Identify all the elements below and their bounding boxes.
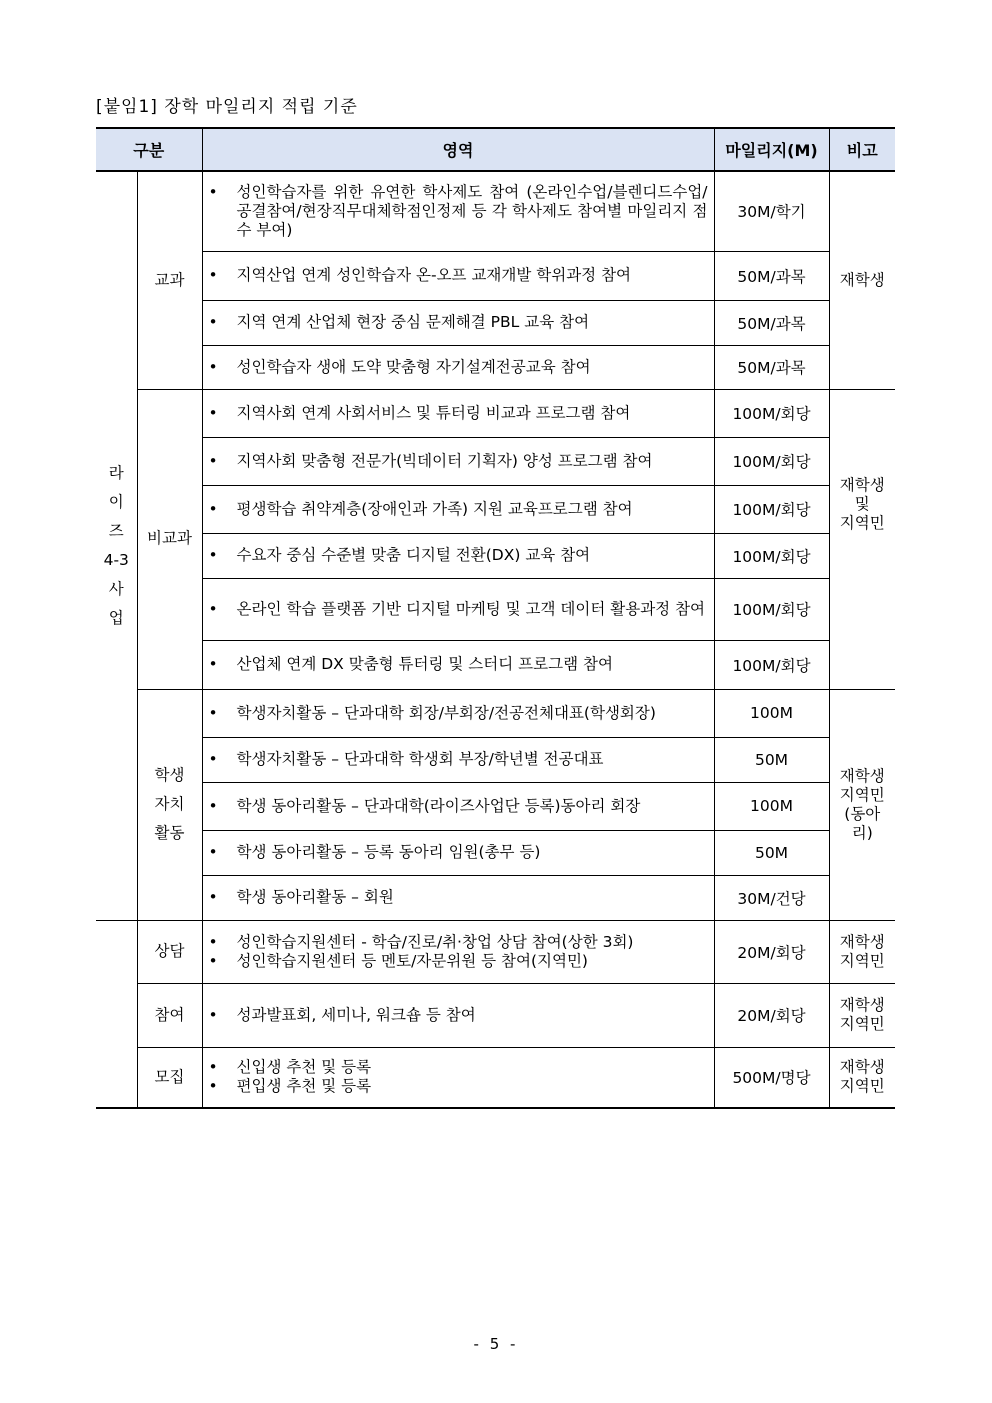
mileage-cell: 50M/과목	[714, 300, 829, 345]
category-student-activities: 학생 자치 활동	[137, 689, 202, 920]
table-row	[96, 689, 895, 737]
page-number: - 5 -	[473, 1335, 519, 1353]
note-cell: 재학생 지역민	[829, 1047, 895, 1108]
mileage-criteria-table	[96, 127, 895, 1109]
area-cell: • 산업체 연계 DX 맞춤형 튜터링 및 스터디 프로그램 참여	[202, 640, 714, 689]
table-row	[96, 171, 895, 251]
mileage-cell: 100M/회당	[714, 389, 829, 437]
mileage-cell: 100M/회당	[714, 485, 829, 533]
header-note: 비고	[829, 128, 895, 171]
category-participation: 참여	[137, 983, 202, 1047]
area-cell: • 성과발표회, 세미나, 워크숍 등 참여	[202, 983, 714, 1047]
area-cell: • 성인학습자를 위한 유연한 학사제도 참여 (온라인수업/블렌디드수업/공결참여/현장직무대체학점인정제 등 각 학사제도 참여별 마일리지 점수 부여)	[202, 171, 714, 251]
table-row	[96, 485, 895, 533]
project-label: 라 이 즈 4-3 사 업	[96, 171, 137, 920]
area-cell: • 학생자치활동 – 단과대학 학생회 부장/학년별 전공대표	[202, 737, 714, 782]
mileage-cell: 50M	[714, 830, 829, 875]
table-row	[96, 578, 895, 640]
area-cell: • 학생자치활동 – 단과대학 회장/부회장/전공전체대표(학생회장)	[202, 689, 714, 737]
table-row	[96, 345, 895, 389]
table-row	[96, 251, 895, 300]
mileage-cell: 50M/과목	[714, 251, 829, 300]
table-row	[96, 640, 895, 689]
table-row	[96, 737, 895, 782]
mileage-cell: 500M/명당	[714, 1047, 829, 1108]
category-consulting: 상담	[137, 920, 202, 983]
area-cell: • 신입생 추천 및 등록 • 편입생 추천 및 등록	[202, 1047, 714, 1108]
area-cell: • 지역사회 연계 사회서비스 및 튜터링 비교과 프로그램 참여	[202, 389, 714, 437]
note-enrolled: 재학생	[829, 171, 895, 389]
mileage-cell: 20M/회당	[714, 920, 829, 983]
mileage-cell: 100M	[714, 782, 829, 830]
area-cell: • 수요자 중심 수준별 맞춤 디지털 전환(DX) 교육 참여	[202, 533, 714, 578]
category-recruitment: 모집	[137, 1047, 202, 1108]
area-cell: • 지역사회 맞춤형 전문가(빅데이터 기획자) 양성 프로그램 참여	[202, 437, 714, 485]
table-row	[96, 437, 895, 485]
mileage-cell: 100M	[714, 689, 829, 737]
note-cell: 재학생 지역민	[829, 983, 895, 1047]
header-category: 구분	[96, 128, 202, 171]
area-cell: • 평생학습 취약계층(장애인과 가족) 지원 교육프로그램 참여	[202, 485, 714, 533]
table-row	[96, 782, 895, 830]
table-row	[96, 875, 895, 920]
note-enrolled-residents-clubs: 재학생 지역민 (동아 리)	[829, 689, 895, 920]
mileage-cell: 30M/건당	[714, 875, 829, 920]
table-row	[96, 533, 895, 578]
project-label-continued	[96, 920, 137, 1108]
table-row	[96, 389, 895, 437]
category-curricular: 교과	[137, 171, 202, 389]
category-extracurricular: 비교과	[137, 389, 202, 689]
table-header-row	[96, 128, 895, 171]
area-cell: • 지역 연계 산업체 현장 중심 문제해결 PBL 교육 참여	[202, 300, 714, 345]
mileage-cell: 100M/회당	[714, 437, 829, 485]
area-cell: • 온라인 학습 플랫폼 기반 디지털 마케팅 및 고객 데이터 활용과정 참여	[202, 578, 714, 640]
area-cell: • 학생 동아리활동 – 회원	[202, 875, 714, 920]
mileage-cell: 100M/회당	[714, 640, 829, 689]
area-cell: • 학생 동아리활동 – 단과대학(라이즈사업단 등록)동아리 회장	[202, 782, 714, 830]
area-cell: • 성인학습지원센터 - 학습/진로/취·창업 상담 참여(상한 3회) • 성인학습지원센터 등 멘토/자문위원 등 참여(지역민)	[202, 920, 714, 983]
area-cell: • 성인학습자 생애 도약 맞춤형 자기설계전공교육 참여	[202, 345, 714, 389]
note-cell: 재학생 지역민	[829, 920, 895, 983]
mileage-cell: 50M	[714, 737, 829, 782]
mileage-cell: 30M/학기	[714, 171, 829, 251]
area-cell: • 학생 동아리활동 – 등록 동아리 임원(총무 등)	[202, 830, 714, 875]
mileage-cell: 50M/과목	[714, 345, 829, 389]
table-row	[96, 300, 895, 345]
mileage-cell: 100M/회당	[714, 533, 829, 578]
table-row	[96, 1047, 895, 1108]
table-row	[96, 983, 895, 1047]
table-row	[96, 830, 895, 875]
table-row	[96, 920, 895, 983]
header-area: 영역	[202, 128, 714, 171]
note-enrolled-and-residents: 재학생 및 지역민	[829, 389, 895, 689]
mileage-cell: 20M/회당	[714, 983, 829, 1047]
area-cell: • 지역산업 연계 성인학습자 온-오프 교재개발 학위과정 참여	[202, 251, 714, 300]
mileage-cell: 100M/회당	[714, 578, 829, 640]
attachment-caption: [붙임1] 장학 마일리지 적립 기준	[96, 97, 358, 117]
header-mileage: 마일리지(M)	[714, 128, 829, 171]
